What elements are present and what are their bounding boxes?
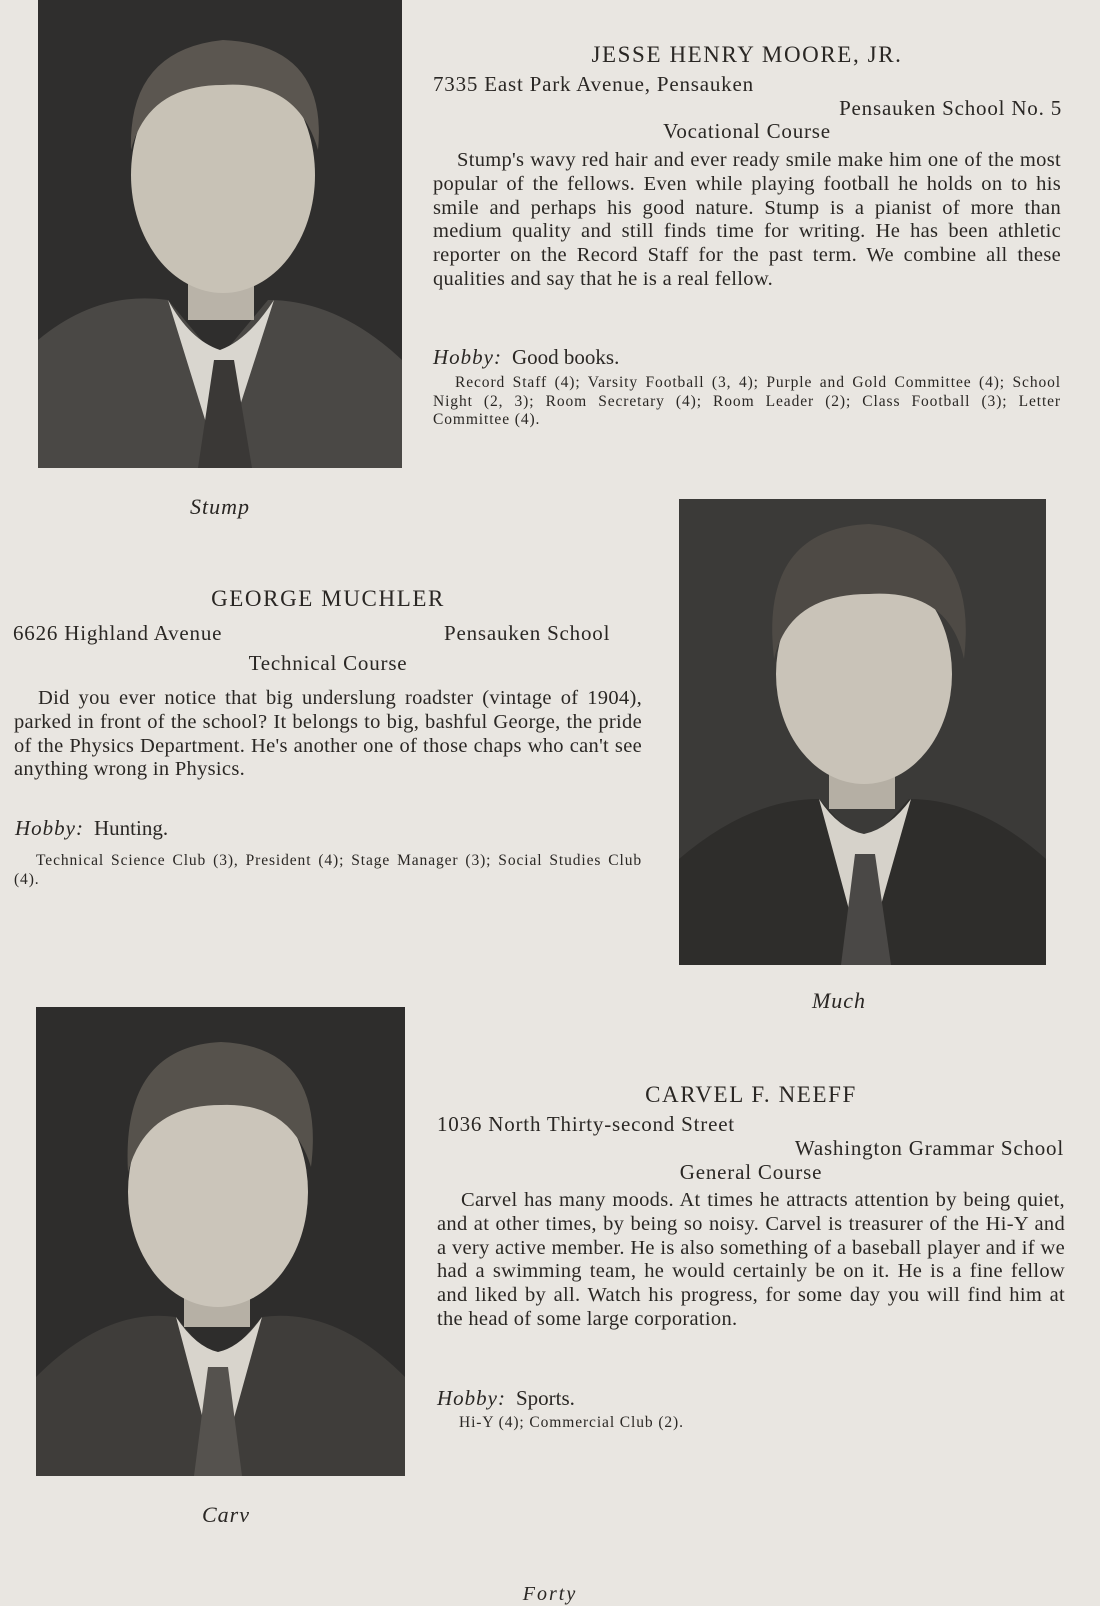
student-name-neeff: CARVEL F. NEEFF: [645, 1082, 857, 1107]
student-name-muchler: GEORGE MUCHLER: [211, 586, 445, 611]
hobby-value: Good books.: [511, 345, 620, 369]
hobby-value: Sports.: [515, 1386, 575, 1410]
bio-neeff: Carvel has many moods. At times he attracts attention by being quiet, and at other times, by being so noisy. Carvel is treasurer of the Hi-Y and a very active member. He is also something of a baseball player and if we had a swimming team, he would certainly be on it. He is a fine fellow and liked by all. Watch his progress, for some day you will find him at the head of some large corporation.: [437, 1189, 1065, 1330]
address-muchler: 6626 Highland Avenue: [13, 621, 223, 645]
activities-muchler: Technical Science Club (3), President (4); Stage Manager (3); Social Studies Club (4).: [14, 852, 642, 888]
address-moore: 7335 East Park Avenue, Pensauken: [433, 72, 754, 96]
nickname-muchler: Much: [811, 988, 867, 1013]
hobby-label: Hobby:: [15, 816, 84, 840]
portrait-photo-moore: [38, 0, 402, 468]
bio-moore: Stump's wavy red hair and ever ready smile make him one of the most popular of the fellows. Even while playing football he holds on to his smile and perhaps his good nature. Stump is a pianist of more than medium quality and still finds time for writing. He has been athletic reporter on the Record Staff for the past term. We combine all these qualities and say that he is a real fellow.: [433, 149, 1061, 290]
address-neeff: 1036 North Thirty-second Street: [437, 1112, 735, 1136]
student-name-moore: JESSE HENRY MOORE, JR.: [591, 42, 903, 67]
course-muchler: Technical Course: [248, 651, 408, 675]
portrait-photo-muchler: [679, 499, 1046, 965]
course-moore: Vocational Course: [663, 119, 831, 143]
hobby-label: Hobby:: [433, 345, 502, 369]
hobby-value: Hunting.: [93, 816, 169, 840]
nickname-moore: Stump: [190, 494, 250, 519]
hobby-neeff: [437, 1386, 575, 1411]
school-neeff: Washington Grammar School: [794, 1136, 1064, 1160]
school-muchler: Pensauken School: [444, 621, 611, 645]
school-moore: Pensauken School No. 5: [839, 96, 1062, 120]
activities-moore: Record Staff (4); Varsity Football (3, 4); Purple and Gold Committee (4); School Night (2, 3); Room Secretary (4); Room Leader (2); Class Football (3); Letter Committee (4).: [433, 374, 1061, 428]
hobby-muchler: [15, 816, 168, 841]
hobby-label: Hobby:: [437, 1386, 506, 1410]
page-number: Forty: [522, 1583, 578, 1605]
portrait-photo-neeff: [36, 1007, 405, 1476]
hobby-moore: [433, 345, 619, 370]
nickname-neeff: Carv: [202, 1502, 250, 1527]
bio-muchler: Did you ever notice that big underslung roadster (vintage of 1904), parked in front of the school? It belongs to big, bashful George, the pride of the Physics Department. He's another one of those chaps who can't see anything wrong in Physics.: [14, 687, 642, 781]
activities-neeff: Hi-Y (4); Commercial Club (2).: [459, 1414, 684, 1431]
course-neeff: General Course: [679, 1160, 823, 1184]
